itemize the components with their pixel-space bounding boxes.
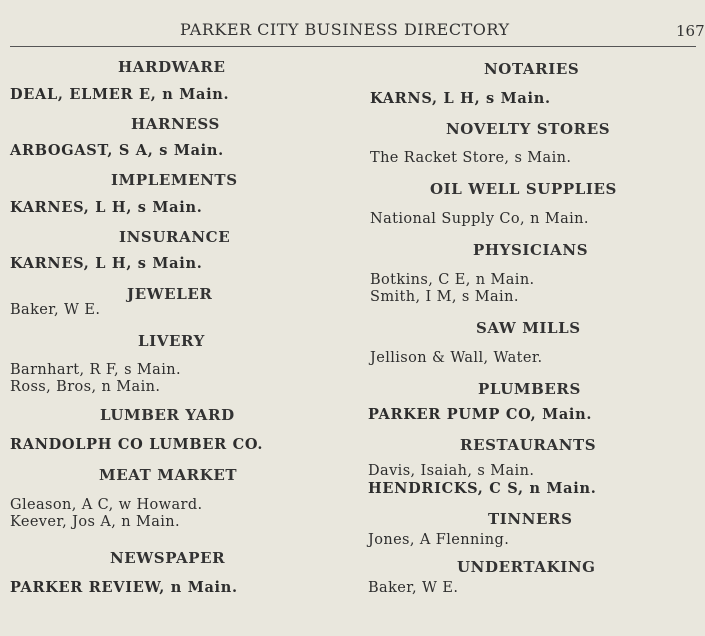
running-head: PARKER CITY BUSINESS DIRECTORY: [180, 20, 510, 39]
listing: Jellison & Wall, Water.: [370, 350, 543, 366]
listing: Baker, W E.: [368, 580, 459, 596]
heading-plumbers: PLUMBERS: [478, 380, 581, 398]
heading-livery: LIVERY: [138, 332, 205, 350]
listing: Baker, W E.: [10, 302, 101, 318]
heading-meat-market: MEAT MARKET: [99, 466, 238, 484]
heading-harness: HARNESS: [131, 115, 220, 133]
heading-oil-well-supplies: OIL WELL SUPPLIES: [430, 180, 617, 198]
listing: HENDRICKS, C S, n Main.: [368, 480, 597, 497]
listing: RANDOLPH CO LUMBER CO.: [10, 436, 264, 453]
listing: Jones, A Flenning.: [368, 532, 510, 548]
listing: Botkins, C E, n Main.: [370, 272, 535, 288]
listing: Davis, Isaiah, s Main.: [368, 463, 535, 479]
heading-implements: IMPLEMENTS: [111, 171, 238, 189]
heading-saw-mills: SAW MILLS: [476, 319, 581, 337]
listing: Ross, Bros, n Main.: [10, 379, 161, 395]
listing: PARKER REVIEW, n Main.: [10, 579, 238, 596]
listing: ARBOGAST, S A, s Main.: [10, 142, 224, 159]
heading-insurance: INSURANCE: [119, 228, 231, 246]
listing: Barnhart, R F, s Main.: [10, 362, 182, 378]
page-number: 167: [676, 22, 705, 40]
listing: KARNES, L H, s Main.: [10, 199, 203, 216]
listing: Gleason, A C, w Howard.: [10, 497, 203, 513]
heading-newspaper: NEWSPAPER: [110, 549, 226, 567]
listing: Keever, Jos A, n Main.: [10, 514, 181, 530]
listing: Smith, I M, s Main.: [370, 289, 519, 305]
heading-lumber-yard: LUMBER YARD: [100, 406, 235, 424]
listing: KARNES, L H, s Main.: [10, 255, 203, 272]
header-rule: [10, 46, 696, 47]
listing: DEAL, ELMER E, n Main.: [10, 86, 230, 103]
heading-jeweler: JEWELER: [127, 285, 213, 303]
listing: National Supply Co, n Main.: [370, 211, 589, 227]
heading-hardware: HARDWARE: [118, 58, 226, 76]
heading-notaries: NOTARIES: [484, 60, 580, 78]
heading-restaurants: RESTAURANTS: [460, 436, 597, 454]
listing: The Racket Store, s Main.: [370, 150, 572, 166]
heading-physicians: PHYSICIANS: [473, 241, 589, 259]
heading-novelty-stores: NOVELTY STORES: [446, 120, 611, 138]
listing: KARNS, L H, s Main.: [370, 90, 551, 107]
heading-undertaking: UNDERTAKING: [457, 558, 596, 576]
listing: PARKER PUMP CO, Main.: [368, 406, 593, 423]
heading-tinners: TINNERS: [488, 510, 573, 528]
